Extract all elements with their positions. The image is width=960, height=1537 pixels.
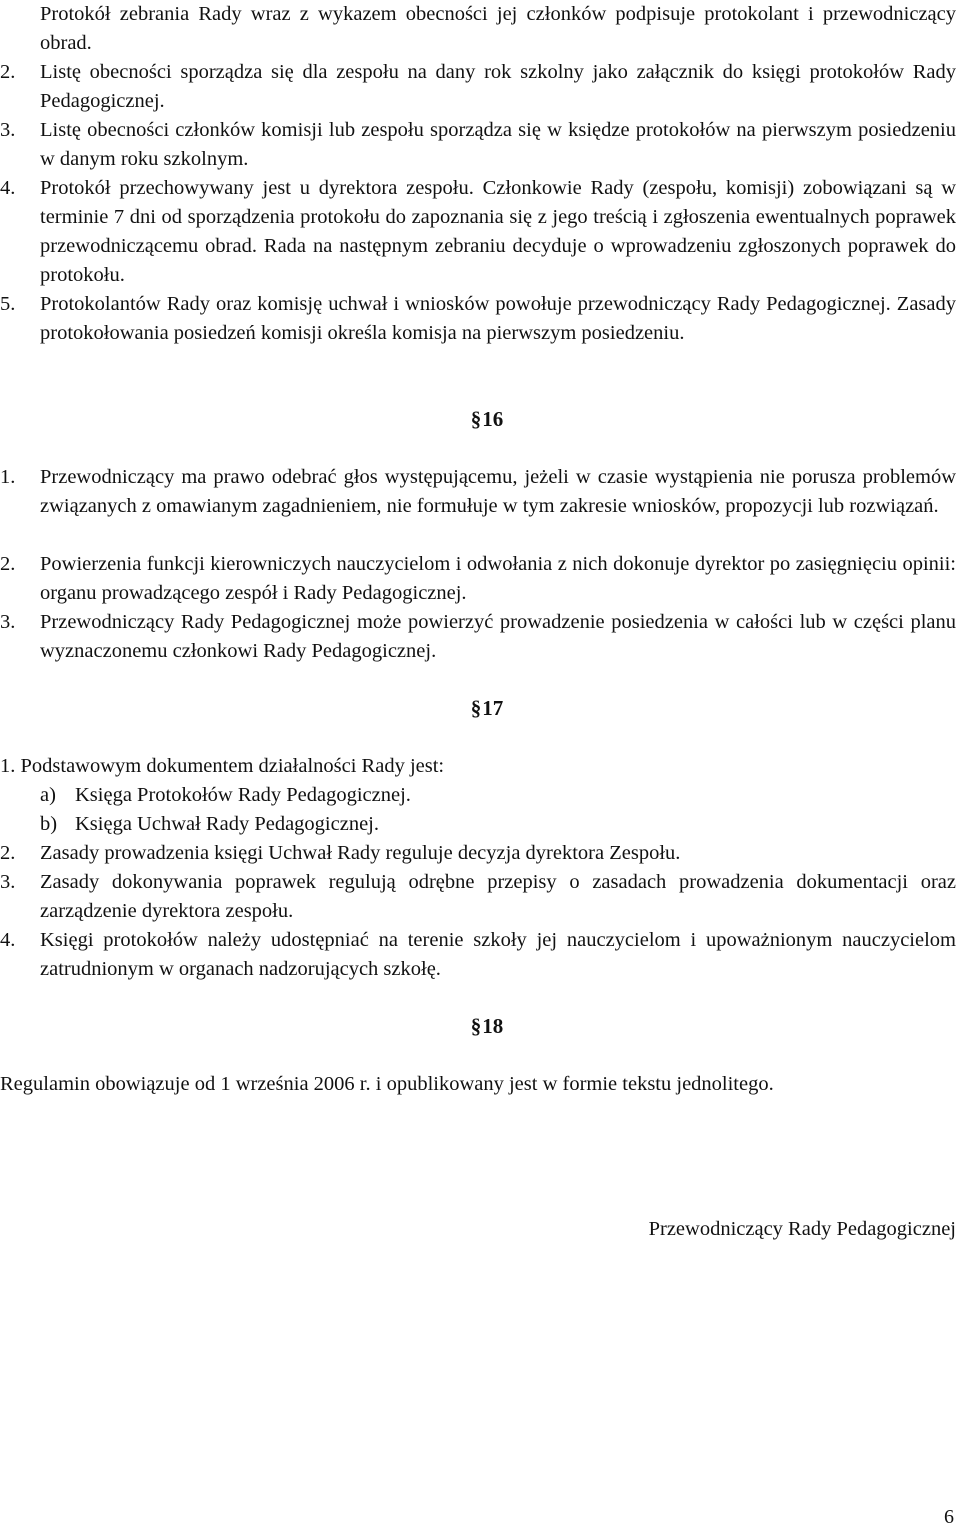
section-heading-18 <box>0 1012 960 1041</box>
list-item-text: Protokolantów Rady oraz komisję uchwał i wniosków powołuje przewodniczący Rady Pedagogicznej. Zasady protokołowania posiedzeń komisji określa komisja na pierwszym posiedzeniu. <box>40 293 956 344</box>
closing-statement: Regulamin obowiązuje od 1 września 2006 r. i opublikowany jest w formie tekstu jednolitego. <box>0 1073 774 1095</box>
section-number: § 18 <box>457 1014 504 1038</box>
list-item <box>0 608 956 666</box>
list-item-text: Listę obecności członków komisji lub zespołu sporządza się w księdze protokołów na pierwszym posiedzeniu w danym roku szkolnym. <box>40 119 956 170</box>
list-item-text: Przewodniczący ma prawo odebrać głos występującemu, jeżeli w czasie wystąpienia nie porusza problemów związanych z omawianym zagadnieniem, nie formułuje w tym zakresie wniosków, propozycji lub rozwiązań. <box>40 466 956 517</box>
list-item-number: 2. <box>0 842 16 864</box>
list-item-text: 1. Podstawowym dokumentem działalności Rady jest: <box>0 755 445 777</box>
list-item <box>0 550 956 608</box>
list-item-number: 3. <box>0 611 16 633</box>
sub-list-text: Księga Uchwał Rady Pedagogicznej. <box>75 813 379 835</box>
list-item-number: 2. <box>0 61 16 83</box>
list-item-number: 5. <box>0 293 16 315</box>
list-item-text: Powierzenia funkcji kierowniczych nauczycielom i odwołania z nich dokonuje dyrektor po zasięgnięciu opinii: organu prowadzącego zespół i Rady Pedagogicznej. <box>40 553 956 604</box>
list-item-number: 3. <box>0 119 16 141</box>
list-item <box>0 839 956 868</box>
sub-list-item <box>40 781 411 810</box>
list-item-number: 1. <box>0 466 16 488</box>
list-item <box>0 290 956 348</box>
list-item <box>0 58 956 116</box>
list-item-number: 2. <box>0 553 16 575</box>
intro-paragraph: Protokół zebrania Rady wraz z wykazem obecności jej członków podpisuje protokolant i przewodniczący obrad. <box>40 3 956 54</box>
list-item-text: Przewodniczący Rady Pedagogicznej może powierzyć prowadzenie posiedzenia w całości lub w części planu wyznaczonemu członkowi Rady Pedagogicznej. <box>40 611 956 662</box>
list-item-text: Zasady dokonywania poprawek regulują odrębne przepisy o zasadach prowadzenia dokumentacji oraz zarządzenie dyrektora zespołu. <box>40 871 956 922</box>
section-heading-16 <box>0 405 960 434</box>
list-item <box>0 926 956 984</box>
list-item <box>0 174 956 290</box>
sub-list-item <box>40 810 379 839</box>
section-number: § 17 <box>457 696 504 720</box>
list-item-text: Zasady prowadzenia księgi Uchwał Rady reguluje decyzja dyrektora Zespołu. <box>40 842 681 864</box>
sub-list-letter: a) <box>40 784 56 806</box>
list-item-text: Protokół przechowywany jest u dyrektora zespołu. Członkowie Rady (zespołu, komisji) zobowiązani są w terminie 7 dni od sporządzenia protokołu do zapoznania się z jego treścią i zgłoszenia ewentualnych poprawek przewodniczącemu obrad. Rada na następnym zebraniu decyduje o wprowadzeniu zgłoszonych poprawek do protokołu. <box>40 177 956 286</box>
sub-list-letter: b) <box>40 813 58 835</box>
list-item-number: 3. <box>0 871 16 893</box>
signature-line: Przewodniczący Rady Pedagogicznej <box>648 1218 956 1240</box>
list-item <box>0 116 956 174</box>
page-number: 6 <box>944 1506 954 1528</box>
section-heading-17 <box>0 694 960 723</box>
list-item <box>0 463 956 521</box>
sub-list-text: Księga Protokołów Rady Pedagogicznej. <box>75 784 411 806</box>
section-number: § 16 <box>457 407 504 431</box>
list-item-text: Księgi protokołów należy udostępniać na terenie szkoły jej nauczycielom i upoważnionym nauczycielom zatrudnionym w organach nadzorujących szkołę. <box>40 929 956 980</box>
list-item-number: 4. <box>0 177 16 199</box>
list-item-number: 4. <box>0 929 16 951</box>
list-item-text: Listę obecności sporządza się dla zespołu na dany rok szkolny jako załącznik do księgi protokołów Rady Pedagogicznej. <box>40 61 956 112</box>
list-item <box>0 868 956 926</box>
